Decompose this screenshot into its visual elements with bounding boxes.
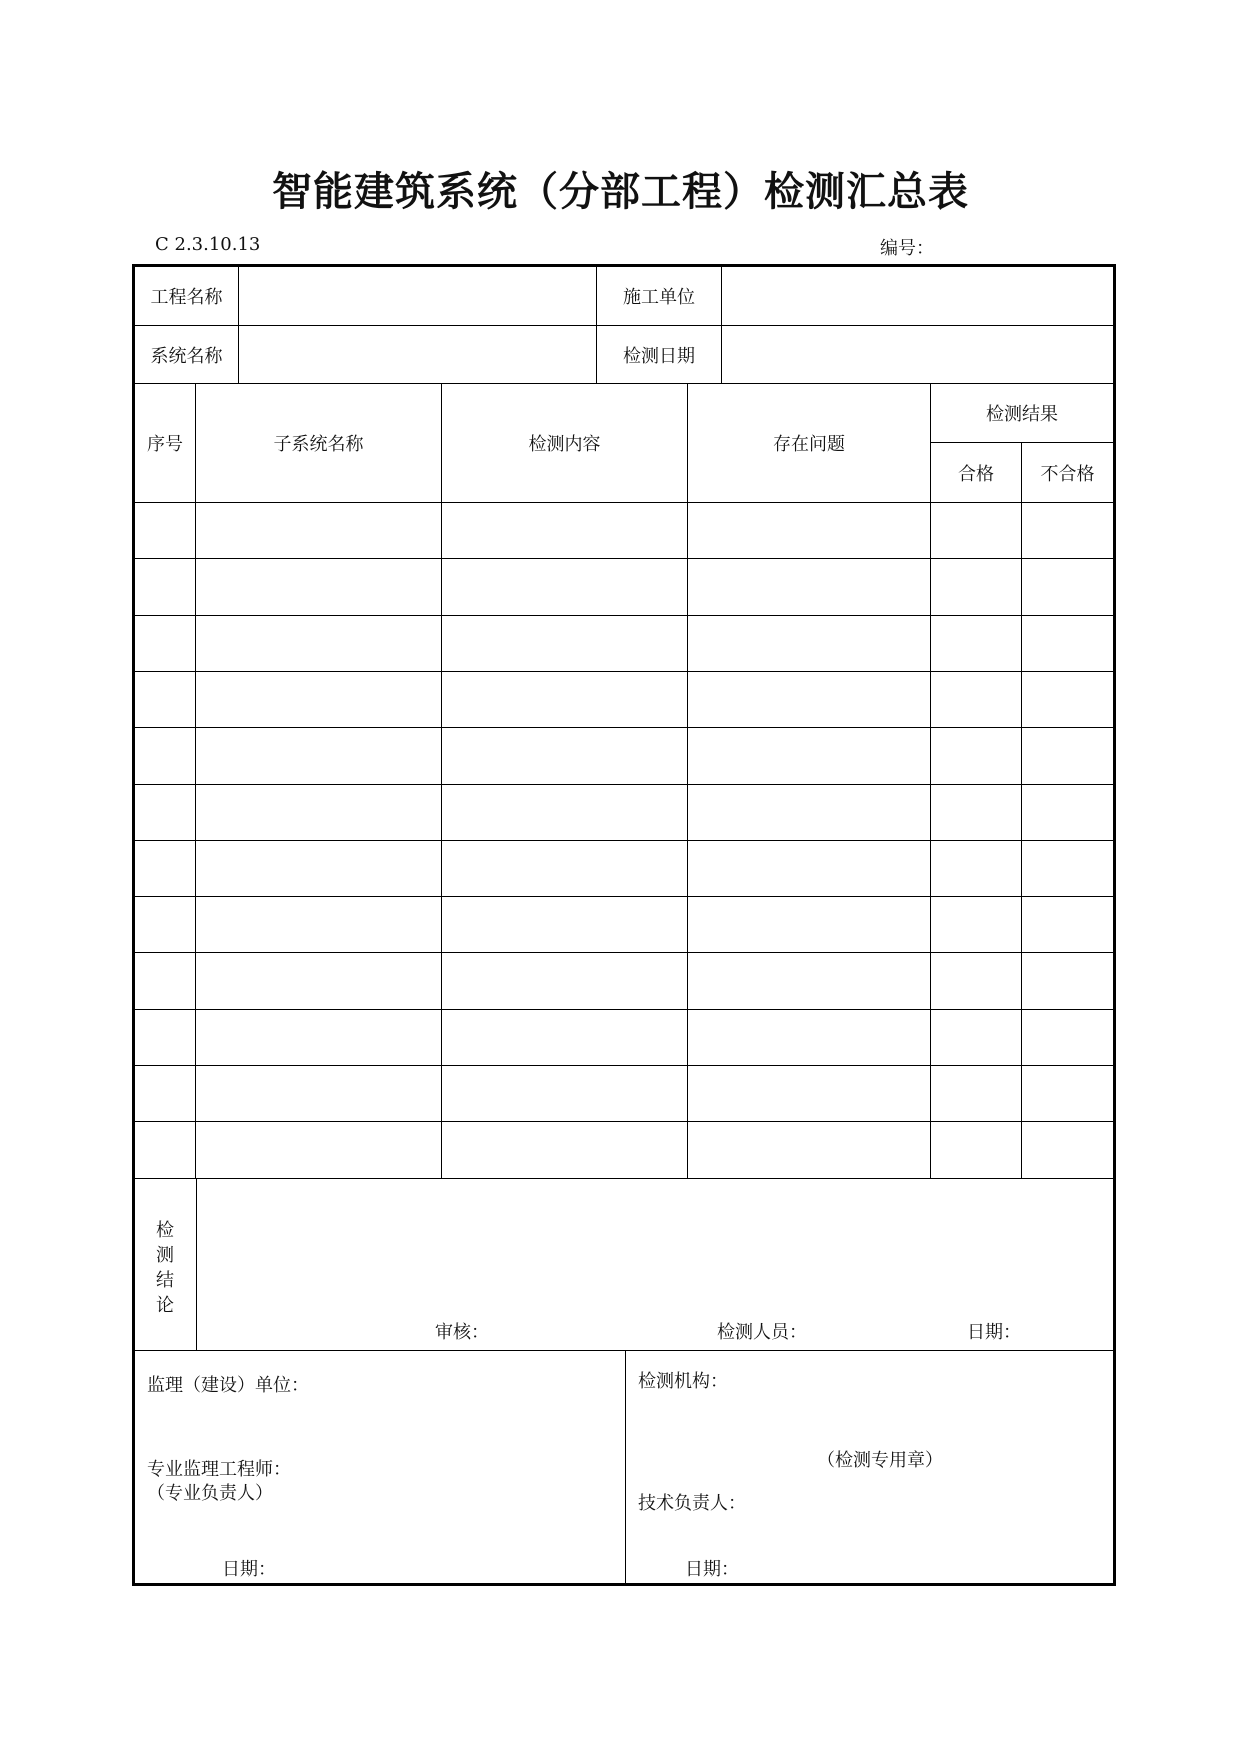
issues-cell[interactable] <box>688 672 930 728</box>
fail-cell[interactable] <box>1022 1066 1113 1122</box>
conclusion-field[interactable] <box>197 1179 1113 1299</box>
table-row <box>135 785 1113 841</box>
fail-cell[interactable] <box>1022 503 1113 559</box>
fail-cell[interactable] <box>1022 953 1113 1009</box>
issues-cell[interactable] <box>688 1066 930 1122</box>
seq-cell[interactable] <box>135 1010 195 1066</box>
fail-cell[interactable] <box>1022 672 1113 728</box>
serial-number-label: 编号： <box>880 238 934 259</box>
subsystem-cell[interactable] <box>196 1010 441 1066</box>
project-name-label: 工程名称 <box>150 287 223 308</box>
pass-cell[interactable] <box>931 672 1021 728</box>
pass-cell[interactable] <box>931 728 1021 784</box>
subsystem-cell[interactable] <box>196 785 441 841</box>
conclusion-label-char: 结 <box>156 1270 174 1291</box>
table-row <box>135 559 1113 615</box>
seq-cell[interactable] <box>135 503 195 559</box>
issues-cell[interactable] <box>688 785 930 841</box>
table-row <box>135 953 1113 1009</box>
fail-cell[interactable] <box>1022 897 1113 953</box>
table-row <box>135 728 1113 784</box>
conclusion-label-char: 检 <box>156 1220 174 1241</box>
subsystem-cell[interactable] <box>196 728 441 784</box>
fail-cell[interactable] <box>1022 841 1113 897</box>
issues-cell[interactable] <box>688 728 930 784</box>
inspector-label: 检测人员： <box>717 1322 807 1343</box>
pass-cell[interactable] <box>931 559 1021 615</box>
subsystem-cell[interactable] <box>196 841 441 897</box>
agency-label: 检测机构： <box>638 1371 728 1392</box>
seq-cell[interactable] <box>135 897 195 953</box>
content-cell[interactable] <box>442 1066 687 1122</box>
content-cell[interactable] <box>442 672 687 728</box>
pass-cell[interactable] <box>931 503 1021 559</box>
responsible-person-label: （专业负责人） <box>147 1483 273 1504</box>
divider <box>135 1350 1113 1351</box>
issues-cell[interactable] <box>688 1122 930 1178</box>
system-name-label: 系统名称 <box>150 345 223 367</box>
content-cell[interactable] <box>442 1010 687 1066</box>
seq-header: 序号 <box>147 434 183 455</box>
table-row <box>135 1122 1113 1178</box>
seq-cell[interactable] <box>135 1066 195 1122</box>
subsystem-cell[interactable] <box>196 616 441 672</box>
test-date-field[interactable] <box>722 326 1113 383</box>
pass-cell[interactable] <box>931 1010 1021 1066</box>
seq-cell[interactable] <box>135 785 195 841</box>
construction-unit-label: 施工单位 <box>623 287 695 308</box>
pass-cell[interactable] <box>931 897 1021 953</box>
content-cell[interactable] <box>442 559 687 615</box>
table-row <box>135 503 1113 559</box>
content-cell[interactable] <box>442 728 687 784</box>
conclusion-label-char: 测 <box>156 1245 174 1266</box>
content-cell[interactable] <box>442 841 687 897</box>
subsystem-cell[interactable] <box>196 672 441 728</box>
table-row <box>135 616 1113 672</box>
content-header: 检测内容 <box>528 434 601 455</box>
system-name-field[interactable] <box>239 326 596 383</box>
fail-cell[interactable] <box>1022 1122 1113 1178</box>
construction-unit-field[interactable] <box>722 267 1113 325</box>
seq-cell[interactable] <box>135 841 195 897</box>
subsystem-cell[interactable] <box>196 1066 441 1122</box>
fail-cell[interactable] <box>1022 1010 1113 1066</box>
pass-cell[interactable] <box>931 841 1021 897</box>
fail-cell[interactable] <box>1022 616 1113 672</box>
result-header: 检测结果 <box>986 404 1058 425</box>
table-row <box>135 1066 1113 1122</box>
issues-header: 存在问题 <box>773 434 845 455</box>
table-row <box>135 897 1113 953</box>
seq-cell[interactable] <box>135 1122 195 1178</box>
pass-header: 合格 <box>958 463 994 485</box>
fail-cell[interactable] <box>1022 728 1113 784</box>
issues-cell[interactable] <box>688 953 930 1009</box>
divider <box>625 1350 626 1583</box>
conclusion-label-char: 论 <box>156 1295 174 1316</box>
seq-cell[interactable] <box>135 728 195 784</box>
issues-cell[interactable] <box>688 1010 930 1066</box>
pass-cell[interactable] <box>931 953 1021 1009</box>
fail-cell[interactable] <box>1022 559 1113 615</box>
subsystem-cell[interactable] <box>196 953 441 1009</box>
seq-cell[interactable] <box>135 616 195 672</box>
content-cell[interactable] <box>442 953 687 1009</box>
subsystem-header: 子系统名称 <box>273 434 364 455</box>
content-cell[interactable] <box>442 897 687 953</box>
reviewer-label: 审核： <box>435 1322 489 1343</box>
fail-header: 不合格 <box>1040 463 1095 485</box>
table-row <box>135 672 1113 728</box>
supervision-engineer-label: 专业监理工程师： <box>147 1459 291 1480</box>
seq-cell[interactable] <box>135 559 195 615</box>
supervision-unit-label: 监理（建设）单位： <box>147 1375 309 1396</box>
table-row <box>135 841 1113 897</box>
issues-cell[interactable] <box>688 503 930 559</box>
pass-cell[interactable] <box>931 1122 1021 1178</box>
subsystem-cell[interactable] <box>196 1122 441 1178</box>
pass-cell[interactable] <box>931 785 1021 841</box>
seq-cell[interactable] <box>135 953 195 1009</box>
fail-cell[interactable] <box>1022 785 1113 841</box>
issues-cell[interactable] <box>688 616 930 672</box>
supervision-date-label: 日期： <box>222 1559 276 1580</box>
project-name-field[interactable] <box>239 267 596 325</box>
content-cell[interactable] <box>442 785 687 841</box>
subsystem-cell[interactable] <box>196 559 441 615</box>
subsystem-cell[interactable] <box>196 503 441 559</box>
page-title: 智能建筑系统（分部工程）检测汇总表 <box>272 168 969 215</box>
pass-cell[interactable] <box>931 1066 1021 1122</box>
content-cell[interactable] <box>442 1122 687 1178</box>
pass-cell[interactable] <box>931 616 1021 672</box>
conclusion-date-label: 日期： <box>967 1322 1021 1343</box>
test-date-label: 检测日期 <box>623 345 695 367</box>
issues-cell[interactable] <box>688 897 930 953</box>
subsystem-cell[interactable] <box>196 897 441 953</box>
tech-lead-label: 技术负责人： <box>638 1493 746 1514</box>
issues-cell[interactable] <box>688 841 930 897</box>
inspection-summary-form <box>132 264 1116 1586</box>
seal-label: （检测专用章） <box>817 1450 943 1471</box>
content-cell[interactable] <box>442 503 687 559</box>
seq-cell[interactable] <box>135 672 195 728</box>
issues-cell[interactable] <box>688 559 930 615</box>
form-code: C 2.3.10.13 <box>155 234 261 255</box>
agency-date-label: 日期： <box>685 1559 739 1580</box>
content-cell[interactable] <box>442 616 687 672</box>
table-row <box>135 1010 1113 1066</box>
